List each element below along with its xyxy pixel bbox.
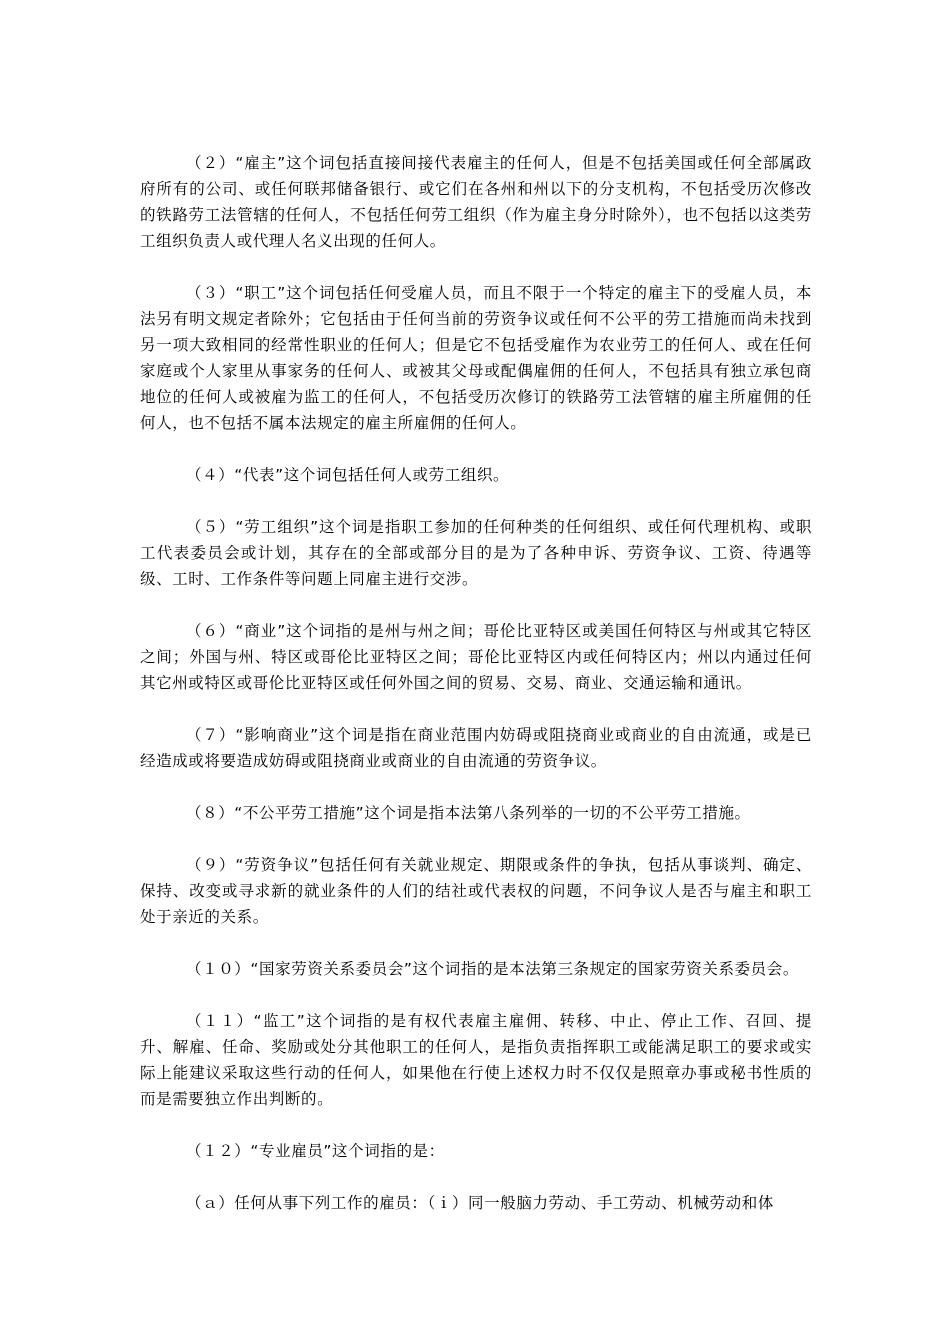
paragraph-definition-12a: （ａ）任何从事下列工作的雇员：（ｉ）同一般脑力劳动、手工劳动、机械劳动和体 [186, 1194, 774, 1212]
paragraph-definition-7: （７）“影响商业”这个词是指在商业范围内妨碍或阻挠商业或商业的自由流通，或是已经造成或将要造成妨碍或阻挠商业或商业的自由流通的劳资争议。 [140, 726, 812, 770]
paragraph-definition-11: （１１）“监工”这个词指的是有权代表雇主雇佣、转移、中止、停止工作、召回、提升、解雇、任命、奖励或处分其他职工的任何人，是指负责指挥职工或能满足职工的要求或实际上能建议采取这些行动的任何人，如果他在行使上述权力时不仅仅是照章办事或秘书性质的而是需要独立作出判断的。 [140, 1012, 812, 1108]
paragraph-definition-12: （１２）“专业雇员”这个词指的是： [186, 1142, 445, 1160]
paragraph-definition-3: （３）“职工”这个词包括任何受雇人员，而且不限于一个特定的雇主下的受雇人员，本法另有明文规定者除外；它包括由于任何当前的劳资争议或任何不公平的劳工措施而尚未找到另一项大致相同的经常性职业的任何人；但是它不包括受雇作为农业劳工的任何人、或在任何家庭或个人家里从事家务的任何人、或被其父母或配偶雇佣的任何人，不包括具有独立承包商地位的任何人或被雇为监工的任何人，不包括受历次修订的铁路劳工法管辖的雇主所雇佣的任何人，也不包括不属本法规定的雇主所雇佣的任何人。 [140, 284, 812, 432]
paragraph-definition-5: （５）“劳工组织”这个词是指职工参加的任何种类的任何组织、或任何代理机构、或职工代表委员会或计划，其存在的全部或部分目的是为了各种申诉、劳资争议、工资、待遇等级、工时、工作条件等问题上同雇主进行交涉。 [140, 518, 812, 588]
paragraph-definition-2: （２）“雇主”这个词包括直接间接代表雇主的任何人，但是不包括美国或任何全部属政府所有的公司、或任何联邦储备银行、或它们在各州和州以下的分支机构，不包括受历次修改的铁路劳工法管辖的任何人，不包括任何劳工组织（作为雇主身分时除外），也不包括以这类劳工组织负责人或代理人名义出现的任何人。 [140, 154, 812, 250]
paragraph-definition-8: （８）“不公平劳工措施”这个词是指本法第八条列举的一切的不公平劳工措施。 [186, 804, 751, 822]
document-body [140, 150, 812, 1242]
paragraph-definition-10: （１０）“国家劳资关系委员会”这个词指的是本法第三条规定的国家劳资关系委员会。 [186, 960, 799, 978]
paragraph-definition-6: （６）“商业”这个词指的是州与州之间；哥伦比亚特区或美国任何特区与州或其它特区之间；外国与州、特区或哥伦比亚特区之间；哥伦比亚特区内或任何特区内；州以内通过任何其它州或特区或哥伦比亚特区或任何外国之间的贸易、交易、商业、交通运输和通讯。 [140, 622, 812, 692]
paragraph-definition-4: （４）“代表”这个词包括任何人或劳工组织。 [186, 466, 510, 484]
paragraph-definition-9: （９）“劳资争议”包括任何有关就业规定、期限或条件的争执，包括从事谈判、确定、保持、改变或寻求新的就业条件的人们的结社或代表权的问题，不问争议人是否与雇主和职工处于亲近的关系。 [140, 856, 812, 926]
